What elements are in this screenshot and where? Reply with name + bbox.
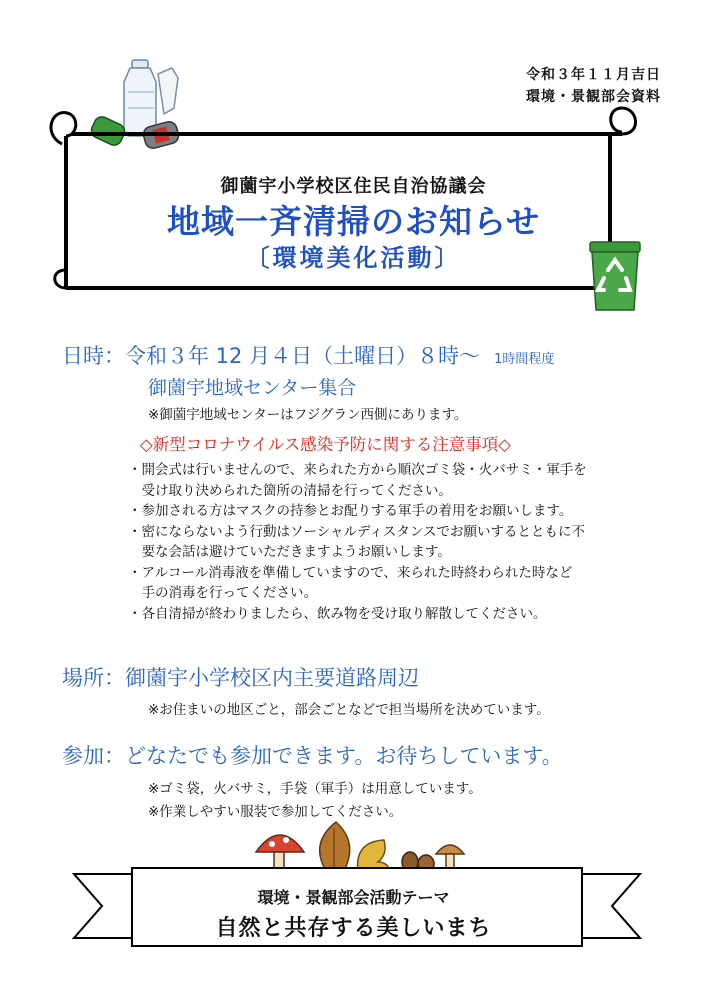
covid-notes-list: [128, 460, 668, 624]
list-item: ・密にならないよう行動はソーシャルディスタンスでお願いするとともに不: [128, 523, 585, 540]
participation-label: 参加：: [62, 744, 125, 768]
recycle-bin-icon: [584, 238, 646, 314]
duration-note: 1時間程度: [494, 352, 555, 367]
covid-heading: ◇新型コロナウイルス感染予防に関する注意事項◇: [140, 435, 511, 454]
list-item: ・各自清掃が終わりましたら、飲み物を受け取り解散してください。: [128, 605, 547, 622]
meeting-place-note: ※御薗宇地域センターはフジグラン西側にあります。: [148, 407, 468, 423]
datetime-label: 日時：: [62, 344, 125, 368]
list-item: ・開会式は行いませんので、来られた方から順次ゴミ袋・火バサミ・軍手を: [128, 462, 587, 478]
participation-note-2: ※作業しやすい服装で参加してください。: [148, 804, 403, 820]
list-item: ・参加される方はマスクの持参とお配りする軍手の着用をお願いします。: [128, 503, 573, 519]
theme-value: 自然と共存する美しいまち: [215, 916, 492, 941]
list-item: 要な会話は避けていただきますようお願いします。: [128, 544, 451, 560]
list-item: ・アルコール消毒液を準備していますので、来られた時終わられた時など: [128, 564, 573, 581]
place-note: ※お住まいの地区ごと，部会ごとなどで担当場所を決めています。: [148, 702, 550, 718]
place-label: 場所：: [62, 666, 125, 690]
datetime-row: [62, 340, 554, 370]
meeting-place: 御薗宇地域センター集合: [148, 377, 357, 399]
document-date: 令和３年１１月吉日: [526, 67, 661, 83]
theme-label: 環境・景観部会活動テーマ: [257, 888, 450, 907]
list-item: 手の消毒を行ってください。: [128, 585, 317, 601]
place-value: 御薗宇小学校区内主要道路周辺: [125, 666, 419, 690]
organization-name: 御薗宇小学校区住民自治協議会: [220, 176, 487, 197]
page-title: 地域一斉清掃のお知らせ: [166, 202, 540, 241]
document-department: 環境・景観部会資料: [526, 89, 661, 105]
place-row: [62, 662, 419, 692]
participation-row: [62, 740, 563, 770]
page-subtitle: 〔環境美化活動〕: [245, 244, 462, 272]
list-item: 受け取り決められた箇所の清掃を行ってください。: [128, 482, 452, 499]
datetime-value: 令和３年 12 月４日（土曜日）８時～: [125, 344, 481, 368]
participation-note-1: ※ゴミ袋，火バサミ，手袋（軍手）は用意しています。: [148, 781, 482, 797]
participation-value: どなたでも参加できます。お待ちしています。: [125, 744, 563, 768]
